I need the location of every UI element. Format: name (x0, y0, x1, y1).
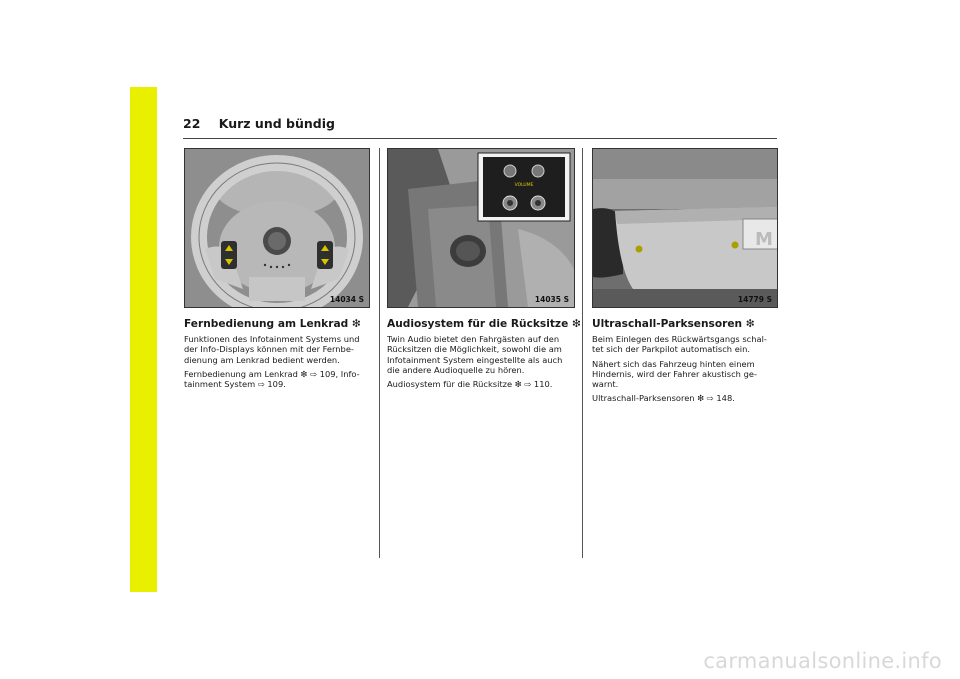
paragraph: Audiosystem für die Rücksitze ❇ ⇨ 110. (387, 379, 553, 390)
paragraph: Funktionen des Infotainment Systems und der Info-Displays können mit der Fernbe-dienung am Lenkrad bedient werden. (184, 334, 360, 365)
paragraph: Twin Audio bietet den Fahrgästen auf den Rücksitzen die Möglichkeit, sowohl die am Infotainment System eingestellte als auch die andere Audioquelle zu hören. (387, 334, 563, 375)
page-header (183, 116, 335, 131)
paragraph: Fernbedienung am Lenkrad ❇ ⇨ 109, Info-tainment System ⇨ 109. (184, 368, 360, 390)
page-number: 22 (183, 116, 201, 131)
parking-sensor-illustration (593, 149, 777, 307)
chapter-title: Kurz und bündig (218, 116, 335, 131)
section-steering-remote (184, 318, 370, 393)
section-heading: Fernbedienung am Lenkrad ❇ (184, 318, 361, 330)
parking-sensor-figure (592, 148, 778, 308)
rear-audio-illustration (388, 149, 574, 307)
section-parking-sensors (592, 318, 778, 408)
paragraph: Nähert sich das Fahrzeug hinten einem Hindernis, wird der Fahrer akustisch ge-warnt. (592, 358, 757, 390)
accent-bar (130, 87, 157, 592)
steering-wheel-figure (184, 148, 370, 308)
steering-wheel-illustration (185, 149, 369, 307)
header-rule (183, 138, 777, 139)
section-heading: Ultraschall-Parksensoren ❇ (592, 318, 755, 330)
figure-number: 14035 S (534, 295, 569, 304)
column-divider (379, 148, 380, 558)
figure-number: 14034 S (329, 295, 364, 304)
svg-text:M: M (755, 229, 773, 250)
rear-audio-figure (387, 148, 575, 308)
section-rear-audio (387, 318, 581, 393)
paragraph: Ultraschall-Parksensoren ❇ ⇨ 148. (592, 393, 735, 404)
watermark: carmanualsonline.info (703, 649, 942, 673)
column-divider (582, 148, 583, 558)
figure-number: 14779 S (737, 295, 772, 304)
paragraph: Beim Einlegen des Rückwärtsgangs schal-tet sich der Parkpilot automatisch ein. (592, 334, 767, 355)
volume-label: VOLUME (514, 183, 534, 188)
section-heading: Audiosystem für die Rücksitze ❇ (387, 318, 581, 330)
